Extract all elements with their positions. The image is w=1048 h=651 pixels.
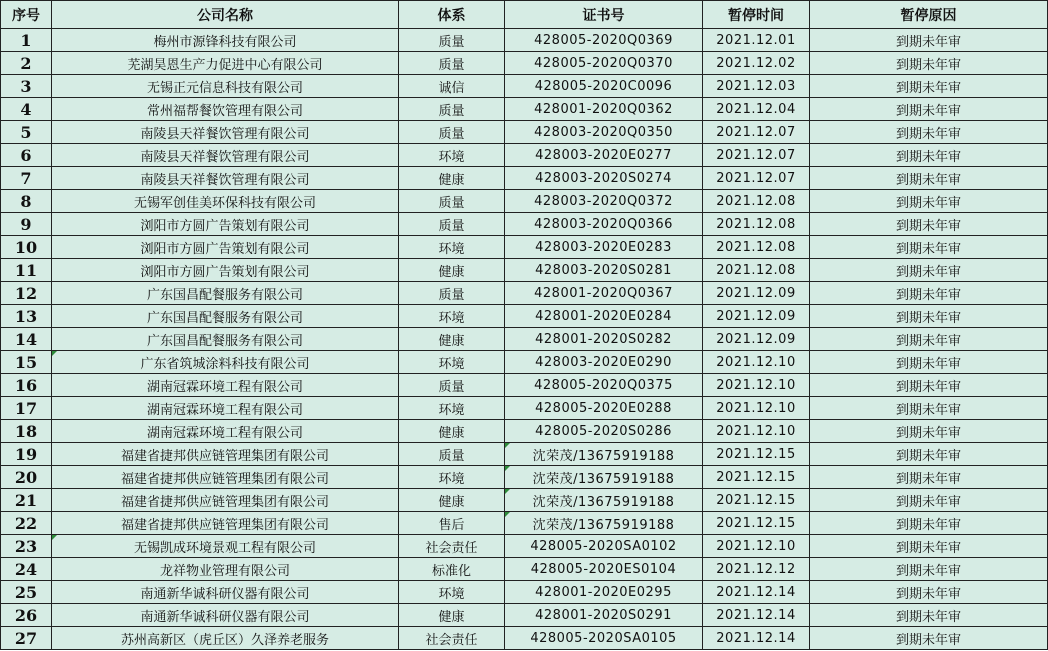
cell-reason: 到期未年审 [810, 29, 1048, 52]
cell-date: 2021.12.01 [703, 29, 810, 52]
table-row [1, 52, 1048, 75]
cell-date: 2021.12.07 [703, 121, 810, 144]
cell-system: 环境 [399, 581, 505, 604]
table-row [1, 190, 1048, 213]
cell-system: 质量 [399, 52, 505, 75]
cell-cert: 428001-2020E0284 [505, 305, 703, 328]
cell-reason: 到期未年审 [810, 489, 1048, 512]
cell-company: 广东省筑城涂料科技有限公司 [52, 351, 399, 374]
cell-system: 健康 [399, 604, 505, 627]
cell-company: 浏阳市方圆广告策划有限公司 [52, 259, 399, 282]
cell-seq: 17 [1, 397, 52, 420]
cell-date: 2021.12.04 [703, 98, 810, 121]
cell-reason: 到期未年审 [810, 397, 1048, 420]
cell-seq: 16 [1, 374, 52, 397]
cell-reason: 到期未年审 [810, 627, 1048, 650]
cell-system: 质量 [399, 98, 505, 121]
cell-seq: 10 [1, 236, 52, 259]
table-row [1, 213, 1048, 236]
table-row [1, 627, 1048, 650]
cell-date: 2021.12.15 [703, 443, 810, 466]
cell-company: 无锡正元信息科技有限公司 [52, 75, 399, 98]
cell-cert: 428001-2020E0295 [505, 581, 703, 604]
cell-system: 健康 [399, 167, 505, 190]
cell-company: 浏阳市方圆广告策划有限公司 [52, 236, 399, 259]
cell-date: 2021.12.09 [703, 305, 810, 328]
table-row [1, 167, 1048, 190]
cell-reason: 到期未年审 [810, 443, 1048, 466]
table-row [1, 420, 1048, 443]
cell-system: 质量 [399, 121, 505, 144]
cell-seq: 18 [1, 420, 52, 443]
table-row [1, 305, 1048, 328]
cell-system: 质量 [399, 282, 505, 305]
cell-date: 2021.12.02 [703, 52, 810, 75]
table-row [1, 489, 1048, 512]
cell-date: 2021.12.09 [703, 328, 810, 351]
header-date: 暂停时间 [703, 1, 810, 29]
header-company: 公司名称 [52, 1, 399, 29]
cell-cert: 428001-2020Q0367 [505, 282, 703, 305]
cell-system: 环境 [399, 144, 505, 167]
table-row [1, 535, 1048, 558]
cell-company: 福建省捷邦供应链管理集团有限公司 [52, 489, 399, 512]
cell-system: 质量 [399, 29, 505, 52]
cell-cert: 428005-2020SA0105 [505, 627, 703, 650]
cell-system: 标准化 [399, 558, 505, 581]
cell-company: 无锡凯成环境景观工程有限公司 [52, 535, 399, 558]
header-seq: 序号 [1, 1, 52, 29]
cell-company: 龙祥物业管理有限公司 [52, 558, 399, 581]
cell-date: 2021.12.15 [703, 489, 810, 512]
cell-reason: 到期未年审 [810, 190, 1048, 213]
cell-reason: 到期未年审 [810, 420, 1048, 443]
cell-reason: 到期未年审 [810, 282, 1048, 305]
table-row [1, 282, 1048, 305]
cell-seq: 25 [1, 581, 52, 604]
cell-system: 健康 [399, 259, 505, 282]
cell-company: 无锡军创佳美环保科技有限公司 [52, 190, 399, 213]
cell-reason: 到期未年审 [810, 535, 1048, 558]
cell-company: 湖南冠霖环境工程有限公司 [52, 420, 399, 443]
cell-company: 南陵县天祥餐饮管理有限公司 [52, 121, 399, 144]
cell-date: 2021.12.10 [703, 420, 810, 443]
cell-system: 质量 [399, 374, 505, 397]
cell-reason: 到期未年审 [810, 259, 1048, 282]
cell-seq: 21 [1, 489, 52, 512]
table-row [1, 351, 1048, 374]
cell-cert: 428003-2020E0283 [505, 236, 703, 259]
cell-system: 质量 [399, 213, 505, 236]
cell-seq: 14 [1, 328, 52, 351]
cell-date: 2021.12.10 [703, 374, 810, 397]
cell-reason: 到期未年审 [810, 98, 1048, 121]
table-body [1, 29, 1048, 650]
cell-reason: 到期未年审 [810, 121, 1048, 144]
cell-system: 环境 [399, 466, 505, 489]
cell-cert: 沈荣茂/13675919188 [505, 489, 703, 512]
cell-cert: 428003-2020S0281 [505, 259, 703, 282]
cell-system: 健康 [399, 420, 505, 443]
cell-cert: 428005-2020Q0370 [505, 52, 703, 75]
cell-company: 南通新华诚科研仪器有限公司 [52, 604, 399, 627]
cell-date: 2021.12.08 [703, 236, 810, 259]
cell-cert: 428003-2020Q0350 [505, 121, 703, 144]
table-row [1, 328, 1048, 351]
cell-date: 2021.12.10 [703, 397, 810, 420]
cell-cert: 428003-2020S0274 [505, 167, 703, 190]
cell-cert: 428003-2020E0290 [505, 351, 703, 374]
cell-system: 社会责任 [399, 627, 505, 650]
cell-company: 苏州高新区（虎丘区）久泽养老服务 [52, 627, 399, 650]
cell-company: 南通新华诚科研仪器有限公司 [52, 581, 399, 604]
cell-cert: 428001-2020S0291 [505, 604, 703, 627]
cell-seq: 1 [1, 29, 52, 52]
cell-cert: 428003-2020Q0366 [505, 213, 703, 236]
cell-seq: 7 [1, 167, 52, 190]
cell-system: 环境 [399, 236, 505, 259]
cell-company: 广东国昌配餐服务有限公司 [52, 282, 399, 305]
cell-cert: 428005-2020C0096 [505, 75, 703, 98]
cell-seq: 20 [1, 466, 52, 489]
table-row [1, 512, 1048, 535]
cell-system: 售后 [399, 512, 505, 535]
cell-reason: 到期未年审 [810, 167, 1048, 190]
cell-date: 2021.12.09 [703, 282, 810, 305]
cell-reason: 到期未年审 [810, 512, 1048, 535]
cell-seq: 12 [1, 282, 52, 305]
cell-seq: 24 [1, 558, 52, 581]
cell-date: 2021.12.12 [703, 558, 810, 581]
cell-seq: 9 [1, 213, 52, 236]
table-row [1, 259, 1048, 282]
cell-cert: 沈荣茂/13675919188 [505, 443, 703, 466]
cell-seq: 15 [1, 351, 52, 374]
cell-cert: 428005-2020E0288 [505, 397, 703, 420]
cell-system: 社会责任 [399, 535, 505, 558]
cell-seq: 23 [1, 535, 52, 558]
cell-company: 广东国昌配餐服务有限公司 [52, 305, 399, 328]
cell-seq: 27 [1, 627, 52, 650]
table-row [1, 443, 1048, 466]
cell-reason: 到期未年审 [810, 305, 1048, 328]
cell-cert: 428005-2020SA0102 [505, 535, 703, 558]
cell-reason: 到期未年审 [810, 328, 1048, 351]
cell-system: 诚信 [399, 75, 505, 98]
cell-system: 质量 [399, 190, 505, 213]
cell-company: 福建省捷邦供应链管理集团有限公司 [52, 512, 399, 535]
cell-cert: 428003-2020Q0372 [505, 190, 703, 213]
table-row [1, 29, 1048, 52]
table-row [1, 75, 1048, 98]
cell-date: 2021.12.08 [703, 259, 810, 282]
cell-reason: 到期未年审 [810, 75, 1048, 98]
cell-seq: 19 [1, 443, 52, 466]
cell-cert: 428003-2020E0277 [505, 144, 703, 167]
cell-reason: 到期未年审 [810, 144, 1048, 167]
cell-seq: 2 [1, 52, 52, 75]
cell-date: 2021.12.03 [703, 75, 810, 98]
cell-company: 湖南冠霖环境工程有限公司 [52, 374, 399, 397]
cell-date: 2021.12.14 [703, 627, 810, 650]
table-row [1, 466, 1048, 489]
cell-cert: 428005-2020Q0375 [505, 374, 703, 397]
header-row [1, 1, 1048, 29]
header-cert: 证书号 [505, 1, 703, 29]
cell-seq: 11 [1, 259, 52, 282]
table-row [1, 236, 1048, 259]
cell-cert: 428001-2020Q0362 [505, 98, 703, 121]
cell-date: 2021.12.10 [703, 535, 810, 558]
cell-seq: 6 [1, 144, 52, 167]
cell-seq: 13 [1, 305, 52, 328]
cell-cert: 沈荣茂/13675919188 [505, 512, 703, 535]
cell-reason: 到期未年审 [810, 558, 1048, 581]
cell-system: 环境 [399, 305, 505, 328]
cell-date: 2021.12.07 [703, 167, 810, 190]
cell-seq: 5 [1, 121, 52, 144]
cell-cert: 428001-2020S0282 [505, 328, 703, 351]
cell-date: 2021.12.08 [703, 190, 810, 213]
cell-cert: 428005-2020Q0369 [505, 29, 703, 52]
cell-date: 2021.12.07 [703, 144, 810, 167]
cell-reason: 到期未年审 [810, 374, 1048, 397]
cell-system: 健康 [399, 328, 505, 351]
cell-system: 质量 [399, 443, 505, 466]
cell-reason: 到期未年审 [810, 351, 1048, 374]
table-row [1, 98, 1048, 121]
table-row [1, 581, 1048, 604]
cell-reason: 到期未年审 [810, 236, 1048, 259]
cell-company: 梅州市源锋科技有限公司 [52, 29, 399, 52]
cell-company: 湖南冠霖环境工程有限公司 [52, 397, 399, 420]
header-system: 体系 [399, 1, 505, 29]
cell-reason: 到期未年审 [810, 52, 1048, 75]
header-reason: 暂停原因 [810, 1, 1048, 29]
cell-date: 2021.12.14 [703, 581, 810, 604]
cell-date: 2021.12.08 [703, 213, 810, 236]
cell-date: 2021.12.14 [703, 604, 810, 627]
table-row [1, 397, 1048, 420]
cell-reason: 到期未年审 [810, 213, 1048, 236]
cell-cert: 428005-2020ES0104 [505, 558, 703, 581]
cell-reason: 到期未年审 [810, 581, 1048, 604]
cell-seq: 26 [1, 604, 52, 627]
table-row [1, 121, 1048, 144]
cell-company: 南陵县天祥餐饮管理有限公司 [52, 144, 399, 167]
cell-seq: 3 [1, 75, 52, 98]
cell-date: 2021.12.10 [703, 351, 810, 374]
table-row [1, 374, 1048, 397]
cell-date: 2021.12.15 [703, 466, 810, 489]
cell-seq: 22 [1, 512, 52, 535]
cell-cert: 428005-2020S0286 [505, 420, 703, 443]
cell-seq: 8 [1, 190, 52, 213]
cell-company: 浏阳市方圆广告策划有限公司 [52, 213, 399, 236]
cell-system: 健康 [399, 489, 505, 512]
cell-company: 广东国昌配餐服务有限公司 [52, 328, 399, 351]
table-row [1, 144, 1048, 167]
table-row [1, 558, 1048, 581]
cell-reason: 到期未年审 [810, 604, 1048, 627]
cell-company: 福建省捷邦供应链管理集团有限公司 [52, 443, 399, 466]
cell-company: 常州福帮餐饮管理有限公司 [52, 98, 399, 121]
cell-seq: 4 [1, 98, 52, 121]
cell-date: 2021.12.15 [703, 512, 810, 535]
cell-system: 环境 [399, 397, 505, 420]
cell-company: 芜湖昊恩生产力促进中心有限公司 [52, 52, 399, 75]
table-row [1, 604, 1048, 627]
cell-reason: 到期未年审 [810, 466, 1048, 489]
cell-system: 环境 [399, 351, 505, 374]
cell-company: 南陵县天祥餐饮管理有限公司 [52, 167, 399, 190]
cell-company: 福建省捷邦供应链管理集团有限公司 [52, 466, 399, 489]
cell-cert: 沈荣茂/13675919188 [505, 466, 703, 489]
